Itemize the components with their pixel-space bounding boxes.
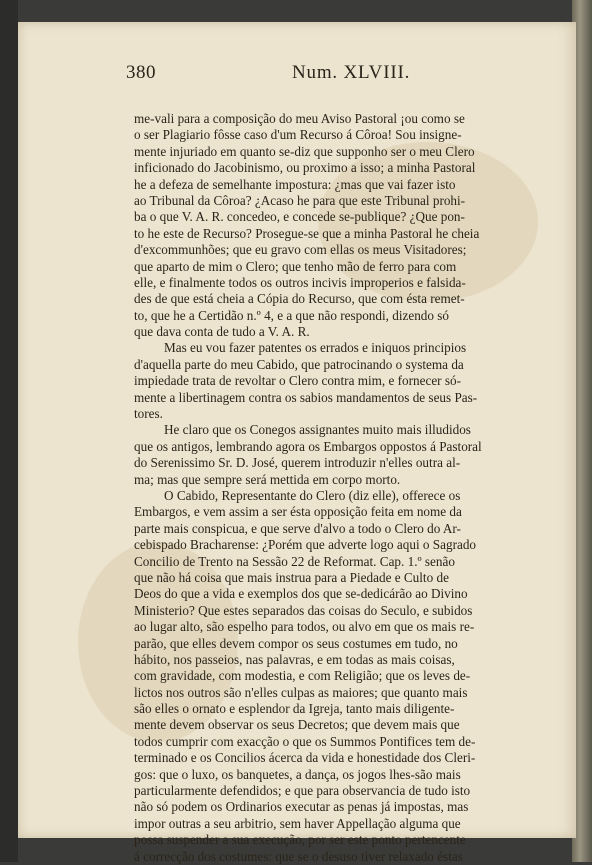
- text-line: cebispado Bracharense: ¿Porém que adverte logo aqui o Sagrado: [134, 537, 477, 553]
- text-line: do Serenissimo Sr. D. José, querem introduzir n'elles outra al-: [134, 455, 461, 471]
- text-line: não só podem os Ordinarios executar as penas já impostas, mas: [134, 799, 469, 815]
- text-line: que dava conta de tudo a V. A. R.: [134, 324, 310, 340]
- text-line: Concilio de Trento na Sessão 22 de Reformat. Cap. 1.º senão: [134, 553, 455, 569]
- text-line: ma; mas que sempre será mettida em corpo morto.: [134, 471, 401, 487]
- text-line: mente injuriado em quanto se-diz que supponho ser o meu Clero: [134, 143, 475, 159]
- text-line: impiedade trata de revoltar o Clero contra mim, e fornecer só-: [134, 373, 461, 389]
- text-line: parão, que elles devem compor os seus costumes em tudo, no: [134, 635, 458, 651]
- text-line: ao Tribunal da Côroa? ¿Acaso he para que este Tribunal prohi-: [134, 192, 466, 208]
- paragraph-first-line: He claro que os Conegos assignantes muito mais illudidos: [164, 422, 471, 438]
- text-line: terminado e os Concilios ácerca da vida e honestidade dos Cleri-: [134, 750, 476, 766]
- text-line: elle, e finalmente todos os outros incivis improperios e falsida-: [134, 274, 466, 290]
- text-line: parte mais conspicua, e que serve d'alvo a todo o Clero do Ar-: [134, 520, 461, 536]
- text-line: particularmente defendidos; e que para observancia de tudo isto: [134, 783, 471, 799]
- text-line: d'excommunhões; que eu gravo com ellas os meus Visitadores;: [134, 242, 467, 258]
- text-line: Ministerio? Que estes separados das coisas do Seculo, e subidos: [134, 602, 473, 618]
- running-head: Num. XLVIII.: [292, 62, 411, 83]
- text-line: impor outras a seu arbitrio, sem haver Appellação alguma que: [134, 815, 461, 831]
- text-line: á correcção dos costumes: que se o desuso tiver relaxado éstas: [134, 848, 463, 864]
- text-line: possa suspender a sua execução, por ser este ponto pertencente: [134, 832, 466, 848]
- text-line: gos: que o luxo, os banquetes, a dança, os jogos lhes-são mais: [134, 766, 461, 782]
- text-line: que não há coisa que mais instrua para a Piedade e Culto de: [134, 569, 449, 585]
- paragraph-first-line: Mas eu vou fazer patentes os errados e iniquos principios: [164, 340, 467, 356]
- text-line: mente a libertinagem contra os sabios mandamentos de seus Pas-: [134, 389, 478, 405]
- text-line: lictos nos outros são n'elles culpas as maiores; que quanto mais: [134, 684, 468, 700]
- text-line: o ser Plagiario fôsse caso d'um Recurso á Côroa! Sou insigne-: [134, 127, 462, 143]
- text-line: que os antigos, lembrando agora os Embargos oppostos á Pastoral: [134, 438, 482, 454]
- text-line: Deos do que a vida e exemplos dos que se-dedicárão ao Divino: [134, 586, 468, 602]
- text-line: hábito, nos passeios, nas palavras, e em todas as mais coisas,: [134, 651, 455, 667]
- text-line: d'aquella parte do meu Cabido, que patrocinando o systema da: [134, 356, 464, 372]
- text-line: to, que he a Certidão n.º 4, e a que não respondi, dizendo só: [134, 307, 450, 323]
- text-line: que aparto de mim o Clero; que tenho mão de ferro para com: [134, 258, 457, 274]
- body-text: [134, 111, 524, 865]
- text-line: ba o que V. A. R. concedeo, e concede se-publique? ¿Que pon-: [134, 209, 465, 225]
- text-line: Embargos, e vem assim a ser ésta opposição feita em nome da: [134, 504, 462, 520]
- scan-background-left: [0, 0, 18, 862]
- text-line: todos cumprir com exacção o que os Summos Pontifices tem de-: [134, 733, 476, 749]
- text-line: mente devem observar os seus Decretos; que devem mais que: [134, 717, 460, 733]
- text-line: ao lugar alto, são espelho para todos, ou alvo em que os mais re-: [134, 619, 475, 635]
- page-header: [126, 62, 526, 92]
- text-line: são elles o ornato e esplendor da Igreja, tanto mais diligente-: [134, 701, 455, 717]
- text-line: tores.: [134, 406, 163, 422]
- text-line: com gravidade, com modestia, e com Religião; que os leves de-: [134, 668, 471, 684]
- text-line: he a defeza de semelhante impostura: ¿mas que vai fazer isto: [134, 176, 456, 192]
- text-line: me-vali para a composição do meu Aviso Pastoral ¡ou como se: [134, 111, 465, 126]
- page-number: 380: [126, 62, 156, 83]
- paragraph-first-line: O Cabido, Representante do Clero (diz elle), offerece os: [164, 487, 461, 503]
- text-line: to he este de Recurso? Prosegue-se que a minha Pastoral he cheia: [134, 225, 480, 241]
- text-line: des de que está cheia a Cópia do Recurso, que com ésta remet-: [134, 291, 465, 307]
- text-line: inficionado do Jacobinismo, ou proximo a isso; a minha Pastoral: [134, 160, 476, 176]
